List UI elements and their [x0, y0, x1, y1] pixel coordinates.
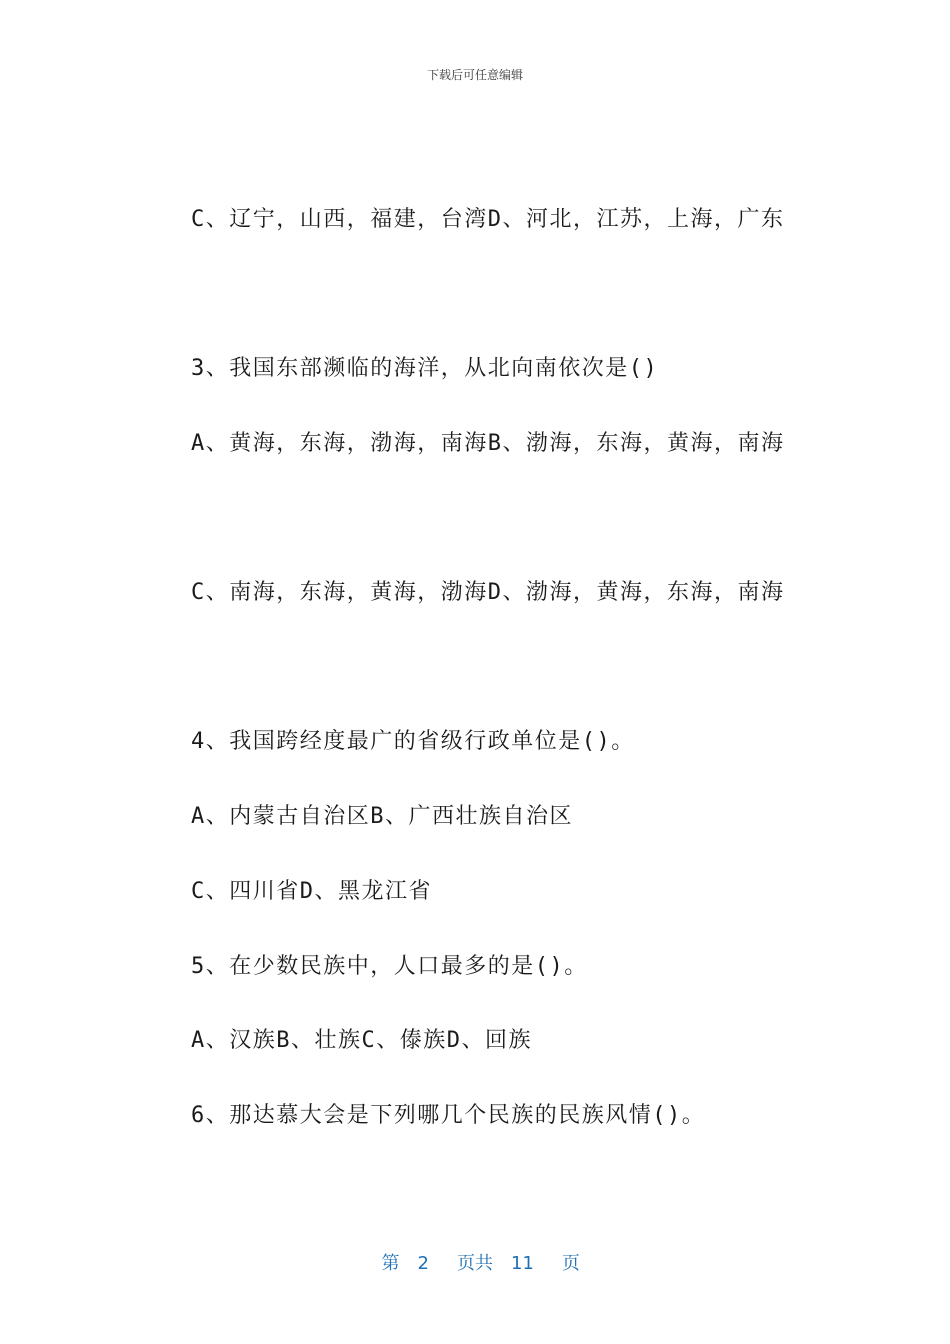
option-line-q5: A、汉族B、壮族C、傣族D、回族 — [191, 1028, 532, 1053]
page-footer — [0, 1228, 950, 1275]
footer-total-pages: 11 — [511, 1253, 534, 1274]
question-4: 4、我国跨经度最广的省级行政单位是()。 — [191, 729, 635, 754]
footer-prefix: 第 — [381, 1253, 400, 1274]
option-line-q3-ab: A、黄海，东海，渤海，南海B、渤海，东海，黄海，南海 — [191, 431, 785, 456]
footer-page-number: 2 — [417, 1253, 429, 1274]
option-line-q3-cd: C、南海，东海，黄海，渤海D、渤海，黄海，东海，南海 — [191, 580, 785, 605]
question-6: 6、那达慕大会是下列哪几个民族的民族风情()。 — [191, 1103, 706, 1128]
question-5: 5、在少数民族中，人口最多的是()。 — [191, 954, 588, 979]
question-3: 3、我国东部濒临的海洋，从北向南依次是() — [191, 356, 659, 381]
option-line-q4-cd: C、四川省D、黑龙江省 — [191, 879, 432, 904]
option-line-q4-ab: A、内蒙古自治区B、广西壮族自治区 — [191, 804, 573, 829]
option-line-q2-cd: C、辽宁，山西，福建，台湾D、河北，江苏，上海，广东 — [191, 207, 785, 232]
footer-suffix: 页 — [561, 1253, 580, 1274]
footer-middle: 页共 — [457, 1253, 493, 1274]
page-header-note: 下载后可任意编辑 — [426, 68, 523, 82]
